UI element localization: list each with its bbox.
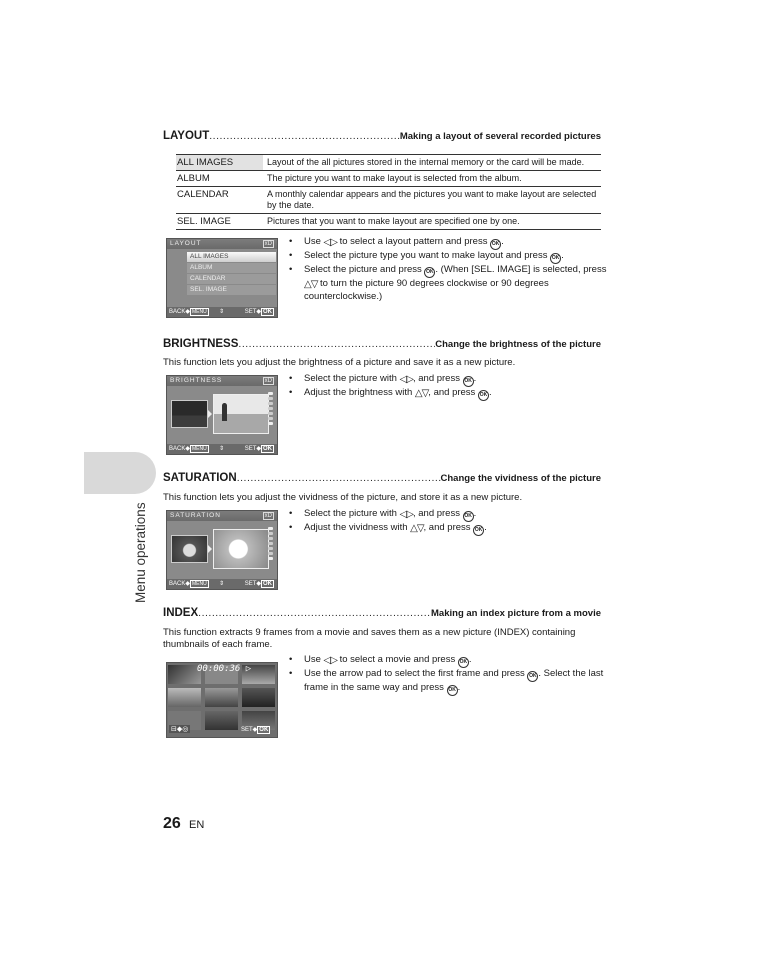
menu-item-calendar[interactable]: CALENDAR — [187, 274, 276, 284]
ok-button-icon: OK — [527, 671, 538, 682]
up-down-arrow-icon: △▽ — [414, 388, 429, 399]
left-right-arrow-icon: ◁▷ — [323, 655, 337, 666]
left-right-arrow-icon: ◁▷ — [399, 374, 413, 385]
list-item: • Select the picture type you want to make layout and press OK . — [289, 250, 609, 264]
screen-title-bar — [167, 511, 277, 521]
frame-thumbnail — [242, 688, 275, 707]
xd-card-icon: xD — [264, 513, 272, 519]
adjusted-picture-preview — [213, 529, 269, 569]
ok-button-icon: OK — [478, 390, 489, 401]
saturation-heading — [163, 472, 601, 488]
layout-heading — [163, 130, 601, 146]
ok-button-icon: OK — [463, 511, 474, 522]
ok-button-icon: OK — [263, 309, 272, 315]
xd-card-icon: xD — [264, 241, 272, 247]
list-item: • Use the arrow pad to select the first frame and press OK . Select the last frame in the same way and press OK . — [289, 668, 609, 696]
ok-button-icon: OK — [263, 581, 272, 587]
set-hint: SET◆ OK — [244, 581, 272, 587]
movie-control-icon: ⊟◆◎ — [171, 726, 189, 733]
menu-button-icon: MENU — [191, 446, 207, 452]
index-intro: This function extracts 9 frames from a movie and saves them as a new picture (INDEX) containing thumbnails of each frame. — [163, 627, 576, 650]
ok-button-icon: OK — [550, 253, 561, 264]
menu-item-sel-image[interactable]: SEL. IMAGE — [187, 285, 276, 295]
index-title: INDEX — [163, 607, 199, 619]
layout-description: Making a layout of several recorded pictures — [399, 131, 601, 142]
list-item: • Select the picture with ◁▷, and press OK . — [289, 508, 609, 522]
frame-thumbnail — [168, 688, 201, 707]
movie-timecode: 00:00:36 ▷ — [197, 664, 252, 674]
leader-dots — [238, 338, 435, 350]
back-hint: BACK◆ MENU — [169, 309, 207, 315]
original-picture-thumbnail — [171, 400, 208, 428]
updown-icon: ⇕ — [219, 309, 225, 315]
list-item: • Use ◁▷ to select a movie and press OK . — [289, 654, 609, 668]
screen-bottom-bar — [167, 307, 277, 317]
table-row — [176, 214, 601, 230]
saturation-intro: This function lets you adjust the vividness of the picture, and store it as a new picture. — [163, 492, 523, 503]
section-side-label: Menu operations — [133, 502, 148, 603]
brightness-title: BRIGHTNESS — [163, 338, 239, 350]
screen-bottom-bar — [167, 444, 277, 454]
brightness-scale-icon — [268, 392, 273, 427]
index-description: Making an index picture from a movie — [431, 608, 601, 619]
screen-title: BRIGHTNESS — [170, 377, 223, 384]
brightness-heading — [163, 338, 601, 354]
saturation-description: Change the vividness of the picture — [440, 473, 601, 484]
page-language: EN — [189, 819, 205, 831]
list-item: • Adjust the brightness with △▽, and press OK . — [289, 387, 609, 401]
ok-button-icon: OK — [490, 239, 501, 250]
left-right-arrow-icon: ◁▷ — [399, 509, 413, 520]
table-row — [176, 155, 601, 171]
ok-button-icon: OK — [263, 446, 272, 452]
ok-button-icon: OK — [463, 376, 474, 387]
option-value: A monthly calendar appears and the pictures you want to make layout are selected by the date. — [263, 187, 601, 214]
layout-options-table — [176, 154, 601, 230]
screen-title: SATURATION — [170, 512, 221, 519]
leader-dots — [237, 472, 441, 484]
ok-button-icon: OK — [259, 727, 269, 733]
up-down-arrow-icon: △▽ — [304, 279, 318, 290]
screen-title-bar — [167, 376, 277, 386]
ok-button-icon: OK — [424, 267, 435, 278]
list-item: • Adjust the vividness with △▽, and press OK . — [289, 522, 609, 536]
saturation-camera-screen — [166, 510, 278, 590]
saturation-scale-icon — [268, 527, 273, 562]
list-item: • Select the picture and press OK . (When [SEL. IMAGE] is selected, press △▽ to turn the picture 90 degrees clockwise or 90 degrees counterclockwise.) — [289, 264, 609, 303]
brightness-camera-screen — [166, 375, 278, 455]
layout-title: LAYOUT — [163, 130, 210, 142]
xd-card-icon: xD — [264, 378, 272, 384]
table-row — [176, 187, 601, 214]
menu-button-icon: MENU — [191, 309, 207, 315]
frame-thumbnail — [205, 711, 238, 730]
updown-icon: ⇕ — [219, 446, 225, 452]
updown-icon: ⇕ — [219, 581, 225, 587]
set-hint: SET◆ OK — [244, 446, 272, 452]
ok-button-icon: OK — [447, 685, 458, 696]
set-hint: SET◆ OK — [244, 309, 272, 315]
screen-title: LAYOUT — [170, 240, 202, 247]
screen-bottom-bar — [167, 579, 277, 589]
index-camera-screen — [166, 662, 278, 738]
frame-thumbnail — [205, 688, 238, 707]
index-heading — [163, 607, 601, 623]
ok-button-icon: OK — [473, 525, 484, 536]
up-down-arrow-icon: △▽ — [410, 523, 424, 534]
saturation-instructions — [289, 508, 609, 536]
menu-button-icon: MENU — [191, 581, 207, 587]
option-key: ALL IMAGES — [176, 155, 263, 171]
left-right-arrow-icon: ◁▷ — [323, 237, 337, 248]
page-number: 26 — [163, 815, 181, 832]
leader-dots — [198, 607, 431, 619]
layout-instructions — [289, 236, 609, 303]
leader-dots — [209, 130, 400, 142]
back-hint: BACK◆ MENU — [169, 581, 207, 587]
side-tab-marker — [84, 452, 156, 494]
option-key: ALBUM — [176, 171, 263, 187]
list-item: • Use ◁▷ to select a layout pattern and press OK . — [289, 236, 609, 250]
original-picture-thumbnail — [171, 535, 208, 563]
index-instructions — [289, 654, 609, 696]
option-value: The picture you want to make layout is selected from the album. — [263, 171, 601, 187]
screen-title-bar — [167, 239, 277, 249]
saturation-title: SATURATION — [163, 472, 237, 484]
option-key: CALENDAR — [176, 187, 263, 214]
brightness-description: Change the brightness of the picture — [435, 339, 601, 350]
brightness-intro: This function lets you adjust the brightness of a picture and save it as a new picture. — [163, 357, 516, 368]
set-hint: SET◆ OK — [241, 727, 269, 733]
back-hint: BACK◆ MENU — [169, 446, 207, 452]
layout-camera-screen — [166, 238, 278, 318]
list-item: • Select the picture with ◁▷, and press OK . — [289, 373, 609, 387]
ok-button-icon: OK — [458, 657, 469, 668]
table-row — [176, 171, 601, 187]
brightness-instructions — [289, 373, 609, 401]
arrow-right-icon — [208, 410, 212, 418]
option-key: SEL. IMAGE — [176, 214, 263, 230]
adjusted-picture-preview — [213, 394, 269, 434]
menu-item-all-images[interactable]: ALL IMAGES — [187, 252, 276, 262]
menu-item-album[interactable]: ALBUM — [187, 263, 276, 273]
option-value: Layout of the all pictures stored in the internal memory or the card will be made. — [263, 155, 601, 171]
arrow-right-icon — [208, 545, 212, 553]
option-value: Pictures that you want to make layout are specified one by one. — [263, 214, 601, 230]
